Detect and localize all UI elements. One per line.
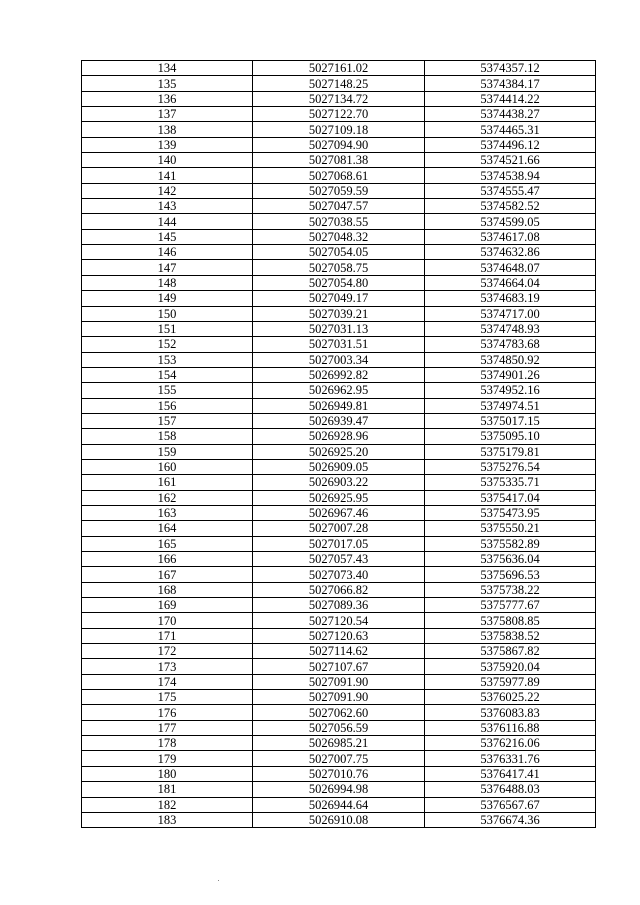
x-coordinate-cell: 5027161.02 — [253, 61, 425, 76]
table-row — [82, 76, 596, 91]
x-coordinate-cell: 5027007.28 — [253, 521, 425, 536]
x-coordinate-cell: 5027091.90 — [253, 674, 425, 689]
table-row — [82, 337, 596, 352]
x-coordinate-cell: 5027066.82 — [253, 582, 425, 597]
x-coordinate-cell: 5027107.67 — [253, 659, 425, 674]
table-row — [82, 644, 596, 659]
point-number-cell: 176 — [82, 705, 253, 720]
point-number-cell: 142 — [82, 183, 253, 198]
point-number-cell: 175 — [82, 690, 253, 705]
point-number-cell: 140 — [82, 153, 253, 168]
point-number-cell: 150 — [82, 306, 253, 321]
table-row — [82, 214, 596, 229]
y-coordinate-cell: 5375636.04 — [425, 552, 596, 567]
table-row — [82, 321, 596, 336]
table-row — [82, 91, 596, 106]
x-coordinate-cell: 5027094.90 — [253, 137, 425, 152]
table-row — [82, 229, 596, 244]
table-row — [82, 398, 596, 413]
table-row — [82, 782, 596, 797]
x-coordinate-cell: 5027038.55 — [253, 214, 425, 229]
y-coordinate-cell: 5374357.12 — [425, 61, 596, 76]
x-coordinate-cell: 5027114.62 — [253, 644, 425, 659]
point-number-cell: 159 — [82, 444, 253, 459]
point-number-cell: 160 — [82, 459, 253, 474]
y-coordinate-cell: 5375977.89 — [425, 674, 596, 689]
point-number-cell: 146 — [82, 245, 253, 260]
point-number-cell: 165 — [82, 536, 253, 551]
table-row — [82, 429, 596, 444]
table-row — [82, 475, 596, 490]
x-coordinate-cell: 5027089.36 — [253, 598, 425, 613]
point-number-cell: 152 — [82, 337, 253, 352]
x-coordinate-cell: 5027039.21 — [253, 306, 425, 321]
y-coordinate-cell: 5374521.66 — [425, 153, 596, 168]
table-row — [82, 367, 596, 382]
table-row — [82, 352, 596, 367]
x-coordinate-cell: 5026967.46 — [253, 505, 425, 520]
point-number-cell: 137 — [82, 107, 253, 122]
y-coordinate-cell: 5374632.86 — [425, 245, 596, 260]
x-coordinate-cell: 5026962.95 — [253, 383, 425, 398]
y-coordinate-cell: 5374384.17 — [425, 76, 596, 91]
point-number-cell: 173 — [82, 659, 253, 674]
x-coordinate-cell: 5027062.60 — [253, 705, 425, 720]
y-coordinate-cell: 5374901.26 — [425, 367, 596, 382]
point-number-cell: 138 — [82, 122, 253, 137]
y-coordinate-cell: 5374974.51 — [425, 398, 596, 413]
coordinates-table — [81, 60, 596, 828]
y-coordinate-cell: 5374414.22 — [425, 91, 596, 106]
y-coordinate-cell: 5375417.04 — [425, 490, 596, 505]
x-coordinate-cell: 5027120.54 — [253, 613, 425, 628]
point-number-cell: 178 — [82, 736, 253, 751]
x-coordinate-cell: 5026925.95 — [253, 490, 425, 505]
table-row — [82, 628, 596, 643]
y-coordinate-cell: 5374748.93 — [425, 321, 596, 336]
y-coordinate-cell: 5375867.82 — [425, 644, 596, 659]
x-coordinate-cell: 5027054.05 — [253, 245, 425, 260]
table-row — [82, 168, 596, 183]
y-coordinate-cell: 5375473.95 — [425, 505, 596, 520]
y-coordinate-cell: 5375095.10 — [425, 429, 596, 444]
table-row — [82, 107, 596, 122]
table-row — [82, 383, 596, 398]
table-row — [82, 674, 596, 689]
table-row — [82, 690, 596, 705]
y-coordinate-cell: 5376216.06 — [425, 736, 596, 751]
point-number-cell: 183 — [82, 812, 253, 827]
x-coordinate-cell: 5027081.38 — [253, 153, 425, 168]
y-coordinate-cell: 5376083.83 — [425, 705, 596, 720]
point-number-cell: 156 — [82, 398, 253, 413]
point-number-cell: 145 — [82, 229, 253, 244]
point-number-cell: 144 — [82, 214, 253, 229]
table-row — [82, 306, 596, 321]
table-row — [82, 567, 596, 582]
point-number-cell: 170 — [82, 613, 253, 628]
y-coordinate-cell: 5375920.04 — [425, 659, 596, 674]
y-coordinate-cell: 5374952.16 — [425, 383, 596, 398]
point-number-cell: 141 — [82, 168, 253, 183]
x-coordinate-cell: 5027007.75 — [253, 751, 425, 766]
x-coordinate-cell: 5026992.82 — [253, 367, 425, 382]
coordinates-table-body — [82, 61, 596, 828]
y-coordinate-cell: 5376567.67 — [425, 797, 596, 812]
table-row — [82, 613, 596, 628]
point-number-cell: 158 — [82, 429, 253, 444]
x-coordinate-cell: 5026925.20 — [253, 444, 425, 459]
table-row — [82, 797, 596, 812]
x-coordinate-cell: 5027109.18 — [253, 122, 425, 137]
point-number-cell: 167 — [82, 567, 253, 582]
y-coordinate-cell: 5374850.92 — [425, 352, 596, 367]
y-coordinate-cell: 5376331.76 — [425, 751, 596, 766]
point-number-cell: 174 — [82, 674, 253, 689]
y-coordinate-cell: 5374648.07 — [425, 260, 596, 275]
y-coordinate-cell: 5374664.04 — [425, 275, 596, 290]
point-number-cell: 134 — [82, 61, 253, 76]
x-coordinate-cell: 5026994.98 — [253, 782, 425, 797]
table-row — [82, 720, 596, 735]
table-row — [82, 598, 596, 613]
table-row — [82, 413, 596, 428]
point-number-cell: 179 — [82, 751, 253, 766]
point-number-cell: 139 — [82, 137, 253, 152]
x-coordinate-cell: 5027010.76 — [253, 766, 425, 781]
y-coordinate-cell: 5374617.08 — [425, 229, 596, 244]
y-coordinate-cell: 5375582.89 — [425, 536, 596, 551]
table-row — [82, 137, 596, 152]
x-coordinate-cell: 5027054.80 — [253, 275, 425, 290]
point-number-cell: 136 — [82, 91, 253, 106]
point-number-cell: 143 — [82, 199, 253, 214]
x-coordinate-cell: 5027049.17 — [253, 291, 425, 306]
point-number-cell: 155 — [82, 383, 253, 398]
x-coordinate-cell: 5026909.05 — [253, 459, 425, 474]
point-number-cell: 149 — [82, 291, 253, 306]
point-number-cell: 162 — [82, 490, 253, 505]
x-coordinate-cell: 5027148.25 — [253, 76, 425, 91]
table-row — [82, 659, 596, 674]
y-coordinate-cell: 5375696.53 — [425, 567, 596, 582]
table-row — [82, 245, 596, 260]
scan-speck — [218, 880, 219, 881]
y-coordinate-cell: 5375179.81 — [425, 444, 596, 459]
table-row — [82, 536, 596, 551]
x-coordinate-cell: 5027122.70 — [253, 107, 425, 122]
x-coordinate-cell: 5027017.05 — [253, 536, 425, 551]
y-coordinate-cell: 5376025.22 — [425, 690, 596, 705]
x-coordinate-cell: 5027047.57 — [253, 199, 425, 214]
y-coordinate-cell: 5375838.52 — [425, 628, 596, 643]
table-row — [82, 705, 596, 720]
y-coordinate-cell: 5375335.71 — [425, 475, 596, 490]
x-coordinate-cell: 5027091.90 — [253, 690, 425, 705]
point-number-cell: 161 — [82, 475, 253, 490]
table-row — [82, 61, 596, 76]
table-row — [82, 199, 596, 214]
table-row — [82, 291, 596, 306]
table-row — [82, 490, 596, 505]
table-row — [82, 505, 596, 520]
point-number-cell: 169 — [82, 598, 253, 613]
table-row — [82, 812, 596, 827]
x-coordinate-cell: 5027003.34 — [253, 352, 425, 367]
x-coordinate-cell: 5027134.72 — [253, 91, 425, 106]
x-coordinate-cell: 5026903.22 — [253, 475, 425, 490]
y-coordinate-cell: 5376116.88 — [425, 720, 596, 735]
point-number-cell: 148 — [82, 275, 253, 290]
point-number-cell: 182 — [82, 797, 253, 812]
x-coordinate-cell: 5027068.61 — [253, 168, 425, 183]
point-number-cell: 135 — [82, 76, 253, 91]
y-coordinate-cell: 5374783.68 — [425, 337, 596, 352]
table-row — [82, 459, 596, 474]
point-number-cell: 151 — [82, 321, 253, 336]
point-number-cell: 172 — [82, 644, 253, 659]
x-coordinate-cell: 5026910.08 — [253, 812, 425, 827]
x-coordinate-cell: 5026928.96 — [253, 429, 425, 444]
table-row — [82, 444, 596, 459]
x-coordinate-cell: 5026939.47 — [253, 413, 425, 428]
table-row — [82, 766, 596, 781]
point-number-cell: 164 — [82, 521, 253, 536]
x-coordinate-cell: 5026985.21 — [253, 736, 425, 751]
point-number-cell: 181 — [82, 782, 253, 797]
point-number-cell: 154 — [82, 367, 253, 382]
y-coordinate-cell: 5374582.52 — [425, 199, 596, 214]
y-coordinate-cell: 5374683.19 — [425, 291, 596, 306]
table-row — [82, 751, 596, 766]
y-coordinate-cell: 5374599.05 — [425, 214, 596, 229]
table-row — [82, 122, 596, 137]
y-coordinate-cell: 5375808.85 — [425, 613, 596, 628]
table-row — [82, 183, 596, 198]
table-row — [82, 582, 596, 597]
y-coordinate-cell: 5375017.15 — [425, 413, 596, 428]
y-coordinate-cell: 5375550.21 — [425, 521, 596, 536]
point-number-cell: 166 — [82, 552, 253, 567]
y-coordinate-cell: 5374555.47 — [425, 183, 596, 198]
x-coordinate-cell: 5026944.64 — [253, 797, 425, 812]
point-number-cell: 153 — [82, 352, 253, 367]
y-coordinate-cell: 5374717.00 — [425, 306, 596, 321]
table-row — [82, 552, 596, 567]
point-number-cell: 147 — [82, 260, 253, 275]
x-coordinate-cell: 5027056.59 — [253, 720, 425, 735]
x-coordinate-cell: 5027048.32 — [253, 229, 425, 244]
y-coordinate-cell: 5375738.22 — [425, 582, 596, 597]
x-coordinate-cell: 5027031.13 — [253, 321, 425, 336]
y-coordinate-cell: 5376417.41 — [425, 766, 596, 781]
table-row — [82, 521, 596, 536]
x-coordinate-cell: 5026949.81 — [253, 398, 425, 413]
x-coordinate-cell: 5027031.51 — [253, 337, 425, 352]
table-row — [82, 275, 596, 290]
x-coordinate-cell: 5027059.59 — [253, 183, 425, 198]
x-coordinate-cell: 5027073.40 — [253, 567, 425, 582]
table-row — [82, 153, 596, 168]
y-coordinate-cell: 5374538.94 — [425, 168, 596, 183]
y-coordinate-cell: 5374496.12 — [425, 137, 596, 152]
y-coordinate-cell: 5376488.03 — [425, 782, 596, 797]
point-number-cell: 163 — [82, 505, 253, 520]
point-number-cell: 157 — [82, 413, 253, 428]
point-number-cell: 168 — [82, 582, 253, 597]
table-row — [82, 260, 596, 275]
y-coordinate-cell: 5376674.36 — [425, 812, 596, 827]
x-coordinate-cell: 5027120.63 — [253, 628, 425, 643]
y-coordinate-cell: 5375777.67 — [425, 598, 596, 613]
table-row — [82, 736, 596, 751]
point-number-cell: 171 — [82, 628, 253, 643]
point-number-cell: 177 — [82, 720, 253, 735]
point-number-cell: 180 — [82, 766, 253, 781]
y-coordinate-cell: 5374465.31 — [425, 122, 596, 137]
x-coordinate-cell: 5027057.43 — [253, 552, 425, 567]
x-coordinate-cell: 5027058.75 — [253, 260, 425, 275]
y-coordinate-cell: 5375276.54 — [425, 459, 596, 474]
y-coordinate-cell: 5374438.27 — [425, 107, 596, 122]
